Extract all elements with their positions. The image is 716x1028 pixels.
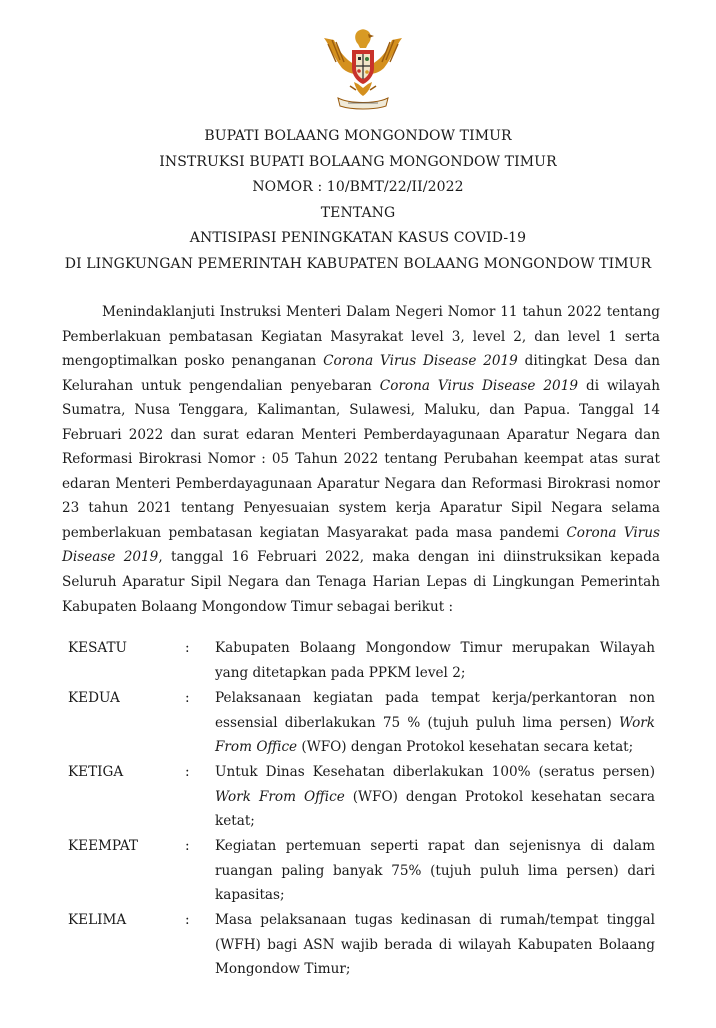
item-text-line: Masa pelaksanaan tugas kedinasan di rumah/tempat tinggal xyxy=(215,912,655,928)
intro-line: Menindaklanjuti Instruksi Menteri Dalam Negeri Nomor 11 tahun 2022 tentang xyxy=(102,304,660,320)
item-key: KESATU xyxy=(68,640,127,656)
intro-line: Reformasi Birokrasi Nomor : 05 Tahun 2022 tentang Perubahan keempat atas surat xyxy=(62,451,660,468)
item-text-line: From Office (WFO) dengan Protokol kesehatan secara ketat; xyxy=(215,739,634,756)
item-text-line: (WFH) bagi ASN wajib berada di wilayah Kabupaten Bolaang xyxy=(215,936,655,953)
instruction-item-kedua xyxy=(62,686,662,760)
about-label: TENTANG xyxy=(320,204,396,221)
item-text-line: yang ditetapkan pada PPKM level 2; xyxy=(215,664,466,681)
instruction-title: INSTRUKSI BUPATI BOLAANG MONGONDOW TIMUR xyxy=(159,153,557,170)
item-key: KETIGA xyxy=(68,764,124,780)
intro-line: mengoptimalkan posko penanganan Corona Virus Disease 2019 ditingkat Desa dan xyxy=(62,353,661,370)
item-text-line: Pelaksanaan kegiatan pada tempat kerja/perkantoran non xyxy=(215,690,655,706)
instruction-number: NOMOR : 10/BMT/22/II/2022 xyxy=(252,179,464,195)
document-header xyxy=(0,124,716,277)
instruction-list xyxy=(62,636,662,982)
item-text-line: Kabupaten Bolaang Mongondow Timur merupakan Wilayah xyxy=(215,640,655,656)
item-text-line: Kegiatan pertemuan seperti rapat dan sejenisnya di dalam xyxy=(215,838,655,854)
item-key: KELIMA xyxy=(68,912,127,928)
intro-line: Sumatra, Nusa Tenggara, Kalimantan, Sulawesi, Maluku, dan Papua. Tanggal 14 xyxy=(62,402,660,419)
instruction-item-keempat xyxy=(62,834,662,908)
intro-line: Disease 2019, tanggal 16 Februari 2022, maka dengan ini diinstruksikan kepada xyxy=(62,549,660,566)
item-text-line: kapasitas; xyxy=(215,887,285,904)
intro-paragraph xyxy=(62,300,660,619)
issuer-title: BUPATI BOLAANG MONGONDOW TIMUR xyxy=(204,128,512,144)
item-text-line: Untuk Dinas Kesehatan diberlakukan 100% (seratus persen) xyxy=(215,764,655,780)
subject-line-2: DI LINGKUNGAN PEMERINTAH KABUPATEN BOLAANG MONGONDOW TIMUR xyxy=(64,255,652,272)
intro-line: Kelurahan untuk pengendalian penyebaran Corona Virus Disease 2019 di wilayah xyxy=(62,377,660,394)
item-colon: : xyxy=(185,764,190,780)
item-colon: : xyxy=(185,690,190,706)
garuda-pancasila-emblem xyxy=(316,24,410,112)
item-text-line: essensial diberlakukan 75 % (tujuh puluh lima persen) Work xyxy=(215,714,655,731)
item-colon: : xyxy=(185,912,190,928)
item-colon: : xyxy=(185,838,190,854)
item-text-line: Work From Office (WFO) dengan Protokol kesehatan secara xyxy=(215,788,655,805)
item-text-line: ketat; xyxy=(215,813,255,830)
item-key: KEDUA xyxy=(68,690,120,706)
intro-line: 23 tahun 2021 tentang Penyesuaian system kerja Aparatur Sipil Negara selama xyxy=(62,500,660,517)
subject-line-1: ANTISIPASI PENINGKATAN KASUS COVID-19 xyxy=(189,230,527,246)
instruction-item-kelima xyxy=(62,908,662,982)
instruction-item-ketiga xyxy=(62,760,662,834)
intro-line: Februari 2022 dan surat edaran Menteri Pemberdayagunaan Aparatur Negara dan xyxy=(62,426,660,443)
intro-line: edaran Menteri Pemberdayagunaan Aparatur Negara dan Reformasi Birokrasi nomor xyxy=(62,475,660,492)
item-colon: : xyxy=(185,640,190,656)
intro-line: Kabupaten Bolaang Mongondow Timur sebagai berikut : xyxy=(62,598,454,615)
item-text-line: Mongondow Timur; xyxy=(215,961,351,978)
intro-line: Pemberlakuan pembatasan Kegiatan Masyrakat level 3, level 2, dan level 1 serta xyxy=(62,328,660,345)
instruction-item-kesatu xyxy=(62,636,662,686)
intro-line: Seluruh Aparatur Sipil Negara dan Tenaga Harian Lepas di Lingkungan Pemerintah xyxy=(62,574,660,591)
item-key: KEEMPAT xyxy=(68,838,138,854)
intro-line: pemberlakuan pembatasan kegiatan Masyarakat pada masa pandemi Corona Virus xyxy=(62,524,660,541)
item-text-line: ruangan paling banyak 75% (tujuh puluh lima persen) dari xyxy=(215,862,655,879)
